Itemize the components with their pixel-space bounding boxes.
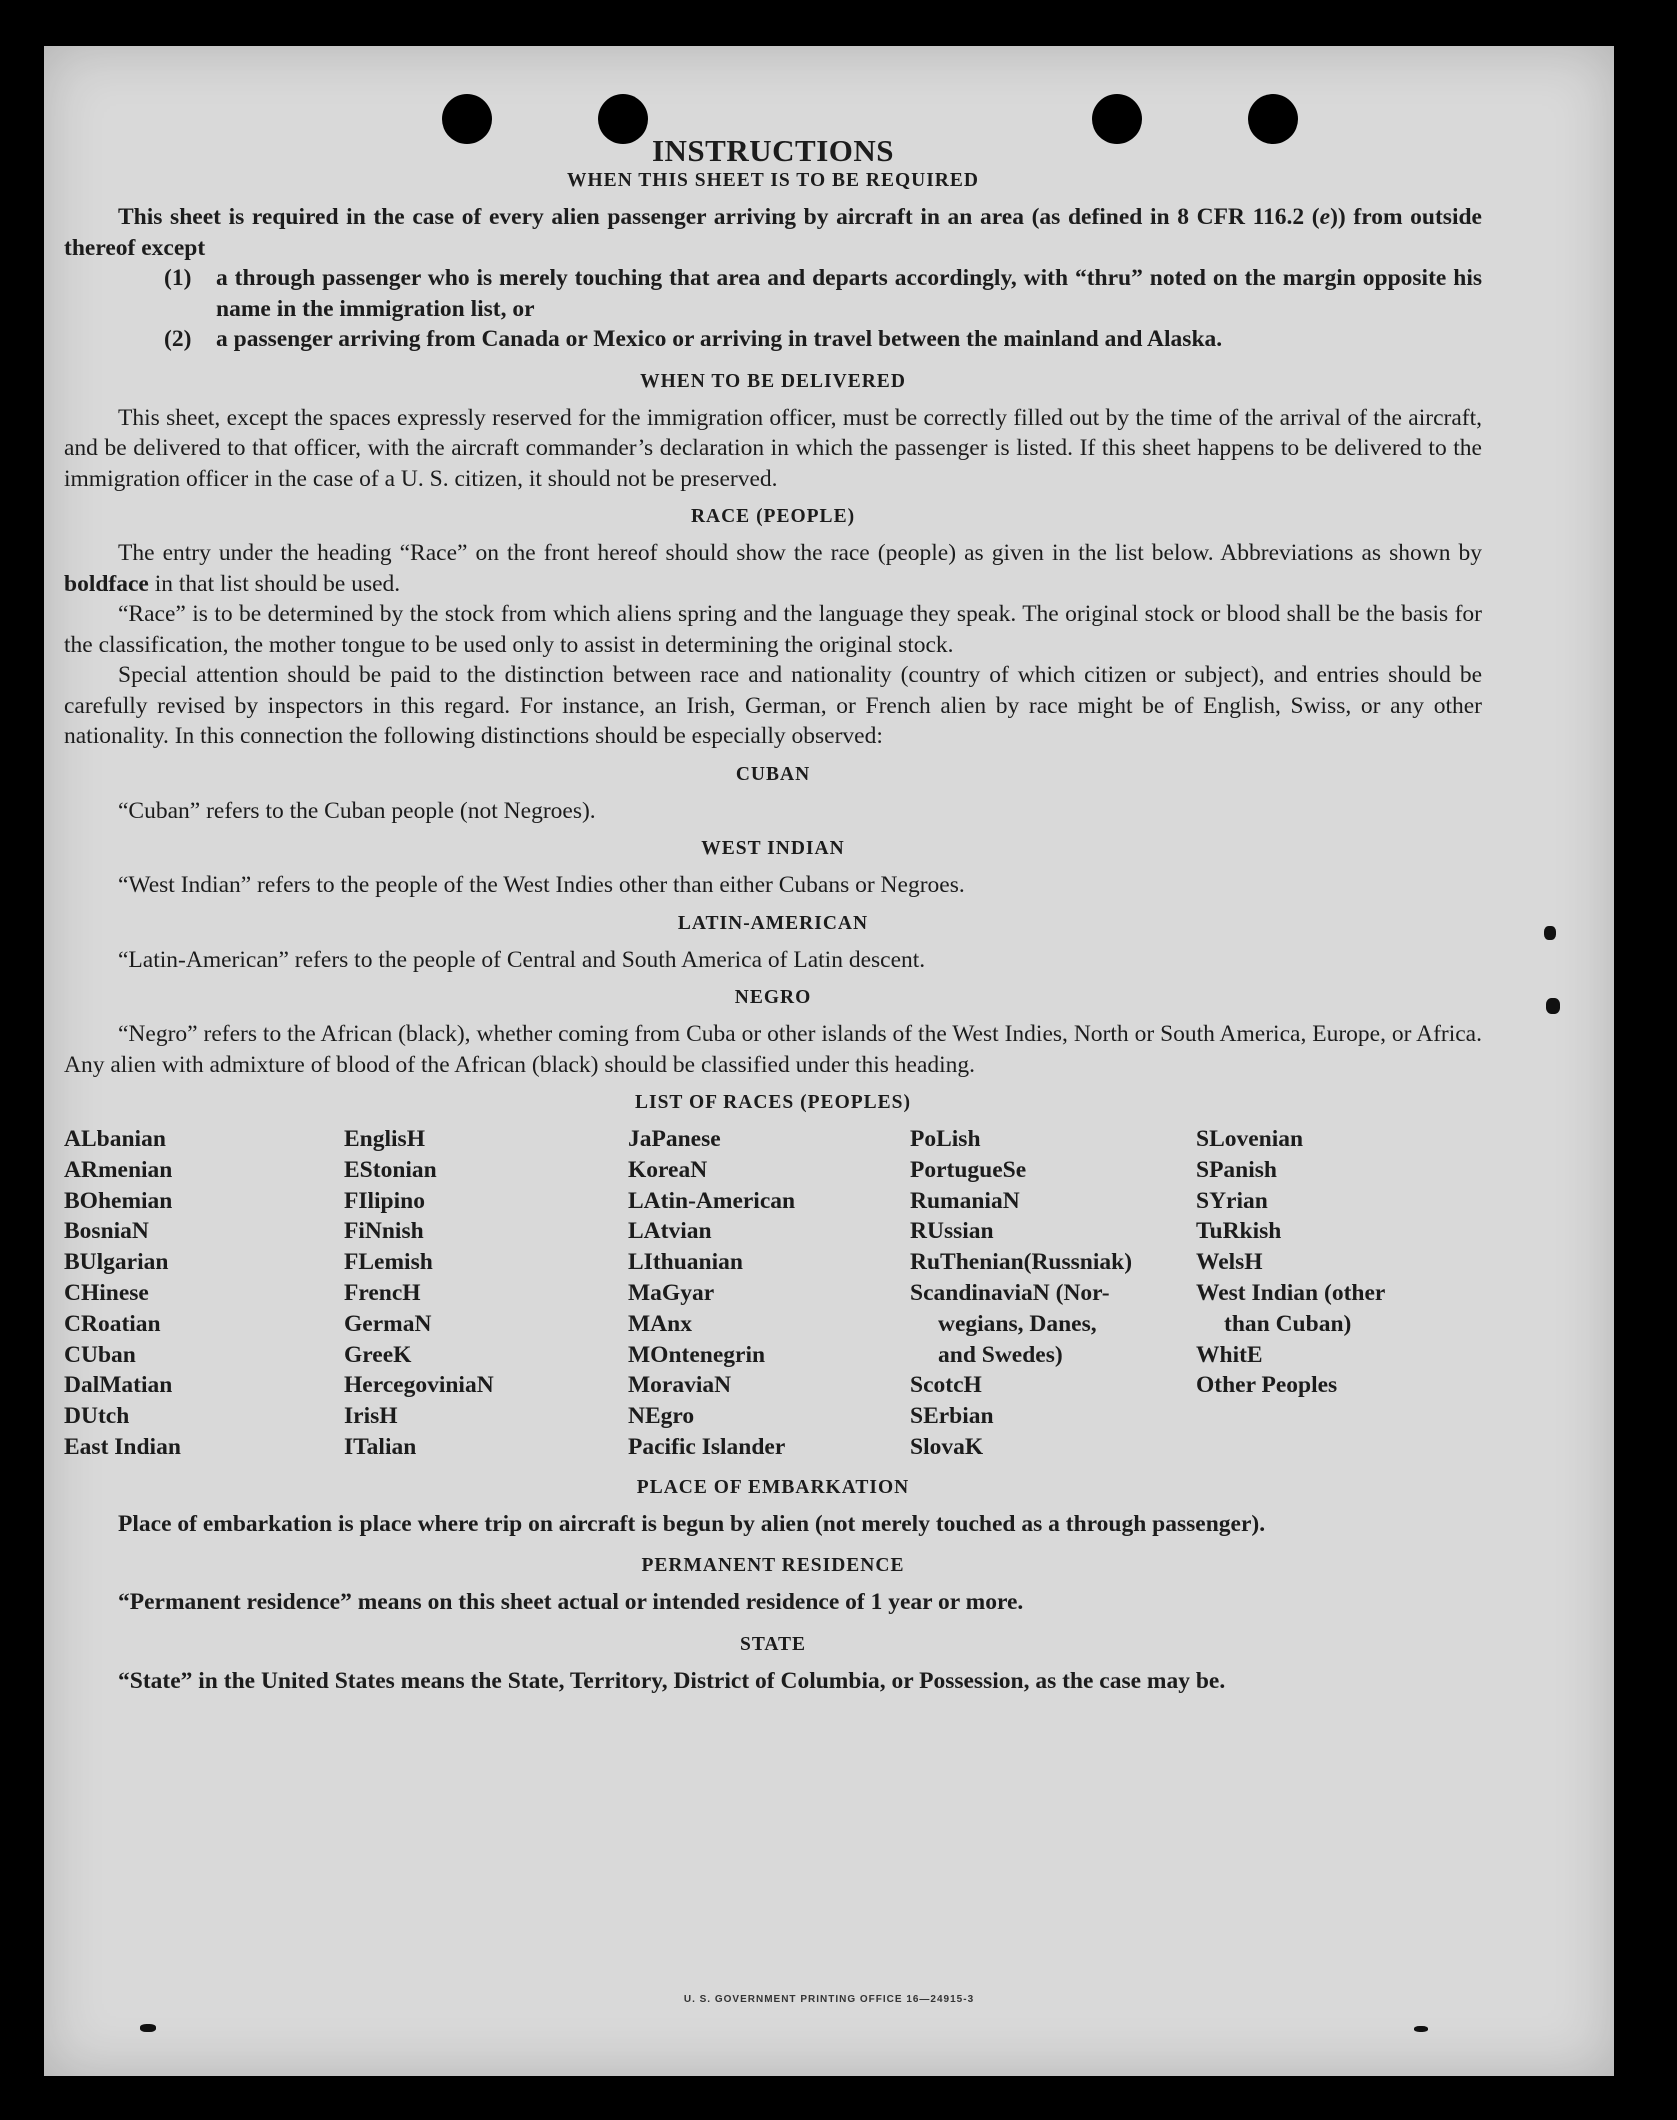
embarkation-definition: Place of embarkation is place where trip on aircraft is begun by alien (not merely touched as a through passenger). bbox=[118, 1510, 1266, 1537]
residence-definition: “Permanent residence” means on this sheet actual or intended residence of 1 year or more. bbox=[118, 1589, 1024, 1616]
cuban-definition: “Cuban” refers to the Cuban people (not Negroes). bbox=[118, 797, 596, 824]
race-entry: ScandinaviaN (Nor- bbox=[910, 1279, 1110, 1306]
delivery-paragraph: This sheet, except the spaces expressly reserved for the immigration officer, must be correctly filled out by the time of the arrival of the aircraft, and be delivered to that officer, with the aircraft commander’s declaration in which the passenger is listed. If this sheet happens to be delivered to the immigration officer in the case of a U. S. citizen, it should not be preserved. bbox=[64, 404, 1482, 492]
race-entry: MoraviaN bbox=[628, 1372, 732, 1399]
exception-item: (1) a through passenger who is merely touching that area and departs accordingly, with “thru” noted on the margin opposite his name in the immigration list, or bbox=[164, 265, 1482, 322]
section-heading: RACE (PEOPLE) bbox=[690, 506, 856, 527]
ink-speck bbox=[140, 2024, 156, 2032]
race-entry: MOntenegrin bbox=[628, 1341, 766, 1368]
race-entry: EStonian bbox=[344, 1156, 437, 1183]
ink-speck bbox=[1414, 2026, 1428, 2032]
race-paragraph: Special attention should be paid to the distinction between race and nationality (country of which citizen or subject), and entries should be carefully revised by inspectors in this regard. For instance, an Irish, German, or French alien by race might be of English, Swiss, or any other nationality. In this connection the following distinctions should be especially observed: bbox=[64, 662, 1482, 749]
race-entry: FiNnish bbox=[344, 1218, 424, 1245]
race-entry: Other Peoples bbox=[1196, 1372, 1338, 1399]
race-entry: RumaniaN bbox=[910, 1187, 1020, 1214]
race-entry: RuThenian(Russniak) bbox=[910, 1249, 1133, 1276]
race-entry: IrisH bbox=[344, 1403, 398, 1430]
race-entry: KoreaN bbox=[628, 1156, 708, 1183]
race-column bbox=[628, 1124, 910, 1463]
race-entry: LIthuanian bbox=[628, 1249, 743, 1276]
section-heading: LATIN-AMERICAN bbox=[677, 912, 869, 934]
race-entry: BosniaN bbox=[64, 1218, 149, 1245]
race-entry: DalMatian bbox=[64, 1372, 173, 1399]
race-entry: ScotcH bbox=[910, 1372, 982, 1399]
race-entry: ARmenian bbox=[64, 1156, 173, 1183]
race-column bbox=[344, 1124, 628, 1463]
section-heading: PERMANENT RESIDENCE bbox=[641, 1555, 905, 1577]
required-intro: This sheet is required in the case of every alien passenger arriving by aircraft in an area (as defined in 8 CFR 116.2 (e)) from outside thereof except bbox=[64, 204, 1482, 261]
west-indian-definition: “West Indian” refers to the people of the West Indies other than either Cubans or Negroes. bbox=[118, 872, 965, 898]
race-entry: FIlipino bbox=[344, 1187, 425, 1214]
section-heading: NEGRO bbox=[734, 987, 812, 1008]
race-entry: MaGyar bbox=[628, 1279, 715, 1306]
race-entry: CHinese bbox=[64, 1279, 149, 1306]
race-entry: LAtin-American bbox=[628, 1187, 796, 1214]
race-entry: ITalian bbox=[344, 1433, 417, 1460]
race-entry: JaPanese bbox=[628, 1126, 721, 1152]
ink-speck bbox=[1544, 926, 1556, 940]
race-entry: West Indian (other bbox=[1196, 1279, 1386, 1306]
race-entry: SlovaK bbox=[910, 1433, 984, 1460]
race-list bbox=[64, 1124, 1482, 1463]
race-entry: SPanish bbox=[1196, 1156, 1277, 1183]
race-entry: DUtch bbox=[64, 1403, 130, 1430]
race-entry: CUban bbox=[64, 1341, 136, 1368]
printer-imprint: U. S. GOVERNMENT PRINTING OFFICE 16—24915-3 bbox=[683, 1994, 975, 2005]
instructions-body bbox=[64, 134, 1482, 1696]
race-column bbox=[64, 1124, 344, 1463]
latin-american-definition: “Latin-American” refers to the people of Central and South America of Latin descent. bbox=[118, 946, 926, 973]
race-entry-continued: wegians, Danes, bbox=[938, 1310, 1097, 1337]
race-entry: FLemish bbox=[344, 1249, 433, 1276]
race-entry: PortugueSe bbox=[910, 1156, 1027, 1183]
race-entry: BUlgarian bbox=[64, 1249, 169, 1276]
race-entry-continued: than Cuban) bbox=[1224, 1310, 1352, 1337]
race-entry: FrencH bbox=[344, 1279, 421, 1306]
race-entry: GreeK bbox=[344, 1341, 412, 1368]
race-paragraph: The entry under the heading “Race” on the front hereof should show the race (people) as given in the list below. Abbreviations as shown by boldface in that list should be used. bbox=[64, 540, 1482, 597]
page-title: INSTRUCTIONS bbox=[651, 133, 894, 168]
section-heading: PLACE OF EMBARKATION bbox=[636, 1476, 910, 1498]
race-entry: NEgro bbox=[628, 1403, 695, 1430]
negro-definition: “Negro” refers to the African (black), whether coming from Cuba or other islands of the West Indies, North or South America, Europe, or Africa. Any alien with admixture of blood of the African (black) should be classified under this heading. bbox=[64, 1021, 1482, 1078]
race-entry: LAtvian bbox=[628, 1218, 712, 1245]
exception-item: (2) a passenger arriving from Canada or Mexico or arriving in travel between the mainland and Alaska. bbox=[164, 326, 1223, 352]
race-entry: SLovenian bbox=[1196, 1126, 1304, 1152]
race-paragraph: “Race” is to be determined by the stock from which aliens spring and the language they speak. The original stock or blood shall be the basis for the classification, the mother tongue to be used only to assist in determining the original stock. bbox=[64, 601, 1482, 658]
document-page bbox=[44, 46, 1614, 2076]
race-column bbox=[910, 1124, 1196, 1463]
race-entry: EnglisH bbox=[344, 1126, 425, 1152]
race-entry: Pacific Islander bbox=[628, 1433, 786, 1460]
race-column bbox=[1196, 1124, 1466, 1463]
race-entry: WhitE bbox=[1196, 1341, 1263, 1368]
section-heading: STATE bbox=[739, 1633, 807, 1655]
race-entry: MAnx bbox=[628, 1310, 692, 1337]
section-heading: WHEN THIS SHEET IS TO BE REQUIRED bbox=[567, 170, 979, 191]
race-entry-continued: and Swedes) bbox=[938, 1341, 1063, 1368]
ink-speck bbox=[1546, 998, 1560, 1014]
race-entry: ALbanian bbox=[64, 1126, 166, 1152]
state-definition: “State” in the United States means the State, Territory, District of Columbia, or Possession, as the case may be. bbox=[118, 1667, 1226, 1694]
section-heading: CUBAN bbox=[735, 763, 811, 785]
section-heading: LIST OF RACES (PEOPLES) bbox=[634, 1092, 911, 1113]
race-entry: PoLish bbox=[910, 1126, 981, 1152]
race-entry: GermaN bbox=[344, 1310, 432, 1337]
section-heading: WHEN TO BE DELIVERED bbox=[640, 370, 906, 392]
race-entry: HercegoviniaN bbox=[344, 1372, 494, 1399]
race-entry: CRoatian bbox=[64, 1310, 161, 1337]
race-entry: SErbian bbox=[910, 1403, 994, 1430]
race-entry: BOhemian bbox=[64, 1187, 173, 1214]
race-entry: East Indian bbox=[64, 1433, 181, 1460]
section-heading: WEST INDIAN bbox=[701, 838, 845, 859]
race-entry: TuRkish bbox=[1196, 1218, 1282, 1245]
race-entry: RUssian bbox=[910, 1218, 994, 1245]
race-entry: WelsH bbox=[1196, 1249, 1263, 1276]
race-entry: SYrian bbox=[1196, 1187, 1268, 1214]
